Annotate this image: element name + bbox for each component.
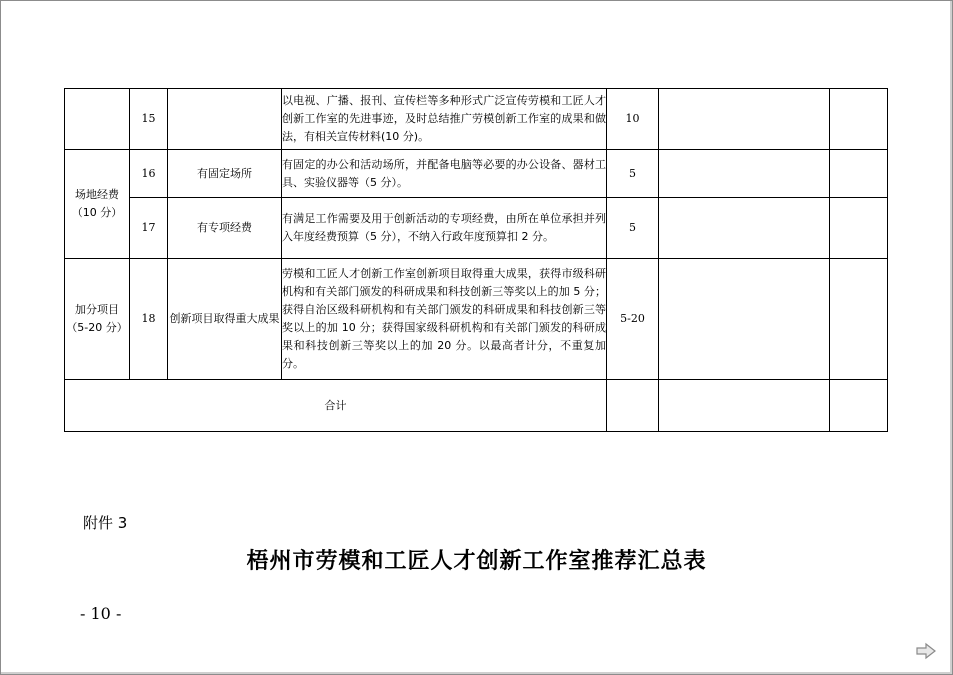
category-cell: [65, 89, 130, 150]
category-cell: 场地经费（10 分）: [65, 150, 130, 259]
table-row: [65, 89, 888, 150]
score-cell: 10: [607, 89, 659, 150]
score-cell: 5: [607, 198, 659, 259]
total-self-score-cell: [659, 380, 830, 432]
page-number: - 10 -: [80, 604, 122, 623]
next-page-arrow-icon[interactable]: [915, 642, 937, 660]
item-number-cell: 16: [130, 150, 168, 198]
self-score-cell: [659, 259, 830, 380]
item-name-cell: [168, 89, 282, 150]
score-cell: 5: [607, 150, 659, 198]
criteria-cell: 有固定的办公和活动场所，并配备电脑等必要的办公设备、器材工具、实验仪器等（5 分）。: [282, 150, 607, 198]
total-score-cell: [607, 380, 659, 432]
item-name-cell: 有固定场所: [168, 150, 282, 198]
criteria-cell: 有满足工作需要及用于创新活动的专项经费，由所在单位承担并列入年度经费预算（5 分），不纳入行政年度预算扣 2 分。: [282, 198, 607, 259]
remark-cell: [830, 89, 888, 150]
score-cell: 5-20: [607, 259, 659, 380]
criteria-cell: 劳模和工匠人才创新工作室创新项目取得重大成果，获得市级科研机构和有关部门颁发的科研成果和科技创新三等奖以上的加 5 分；获得自治区级科研机构和有关部门颁发的科研成果和科技创新三等奖以上的加 10 分；获得国家级科研机构和有关部门颁发的科研成果和科技创新三等奖以上的加 20 分。以最高者计分，不重复加分。: [282, 259, 607, 380]
item-name-cell: 创新项目取得重大成果: [168, 259, 282, 380]
table-row: [65, 259, 888, 380]
item-number-cell: 15: [130, 89, 168, 150]
scoring-table: [64, 88, 888, 432]
table-total-row: [65, 380, 888, 432]
item-name-cell: 有专项经费: [168, 198, 282, 259]
table-row: [65, 150, 888, 198]
annex-label: 附件 3: [83, 514, 128, 532]
total-remark-cell: [830, 380, 888, 432]
item-number-cell: 18: [130, 259, 168, 380]
remark-cell: [830, 198, 888, 259]
self-score-cell: [659, 150, 830, 198]
item-number-cell: 17: [130, 198, 168, 259]
self-score-cell: [659, 89, 830, 150]
category-cell: 加分项目（5-20 分）: [65, 259, 130, 380]
remark-cell: [830, 259, 888, 380]
table-row: [65, 198, 888, 259]
criteria-cell: 以电视、广播、报刊、宣传栏等多种形式广泛宣传劳模和工匠人才创新工作室的先进事迹，及时总结推广劳模创新工作室的成果和做法，有相关宣传材料(10 分)。: [282, 89, 607, 150]
total-label-cell: 合计: [65, 380, 607, 432]
document-title: 梧州市劳模和工匠人才创新工作室推荐汇总表: [246, 548, 707, 574]
self-score-cell: [659, 198, 830, 259]
remark-cell: [830, 150, 888, 198]
